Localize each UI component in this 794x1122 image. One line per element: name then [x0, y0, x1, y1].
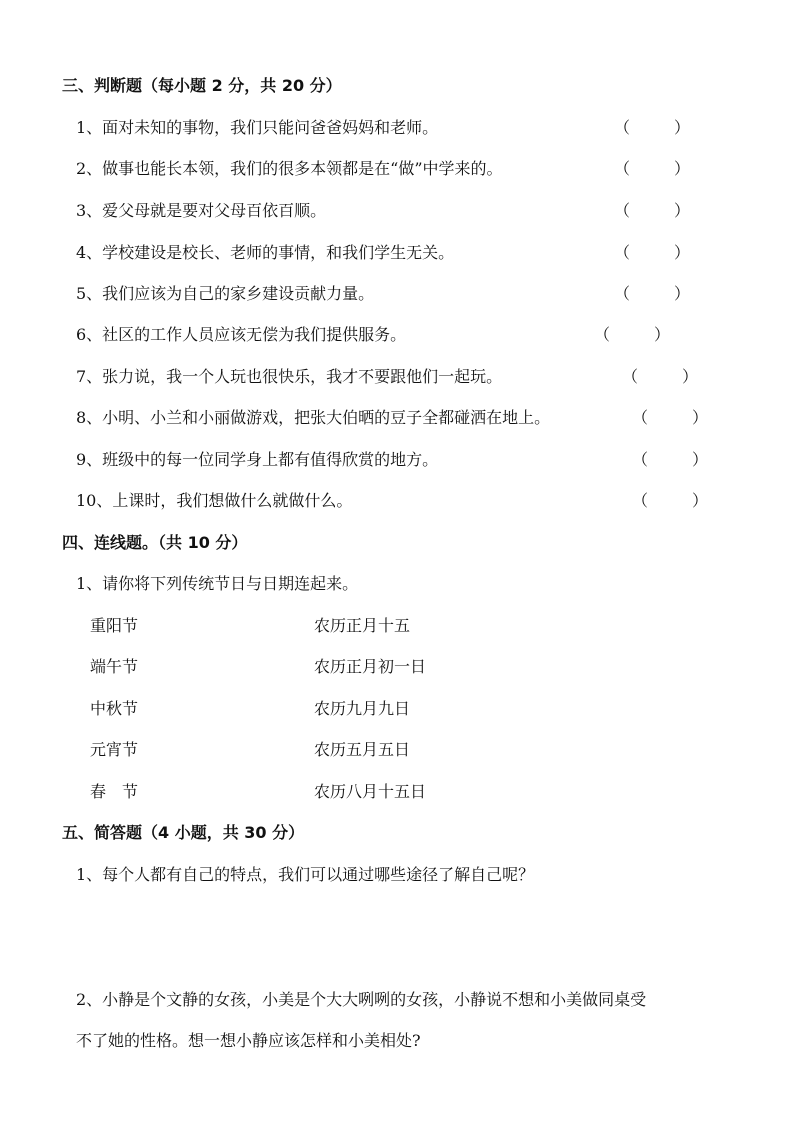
judgment-item-6: 6、社区的工作人员应该无偿为我们提供服务。	[76, 325, 407, 344]
answer-blank-3[interactable]: （ ）	[614, 201, 691, 220]
festival-1[interactable]: 重阳节	[90, 616, 139, 635]
answer-blank-5[interactable]: （ ）	[614, 284, 691, 303]
judgment-item-7: 7、张力说，我一个人玩也很快乐，我才不要跟他们一起玩。	[76, 367, 503, 386]
festival-5[interactable]: 春 节	[90, 782, 139, 801]
date-5[interactable]: 农历八月十五日	[314, 782, 427, 801]
answer-blank-10[interactable]: （ ）	[632, 491, 709, 510]
judgment-item-4: 4、学校建设是校长、老师的事情，和我们学生无关。	[76, 243, 455, 262]
judgment-item-3: 3、爱父母就是要对父母百依百顺。	[76, 201, 327, 220]
date-4[interactable]: 农历五月五日	[314, 740, 411, 759]
judgment-item-5: 5、我们应该为自己的家乡建设贡献力量。	[76, 284, 375, 303]
answer-blank-4[interactable]: （ ）	[614, 243, 691, 262]
date-3[interactable]: 农历九月九日	[314, 699, 411, 718]
answer-blank-2[interactable]: （ ）	[614, 159, 691, 178]
judgment-item-9: 9、班级中的每一位同学身上都有值得欣赏的地方。	[76, 450, 439, 469]
date-1[interactable]: 农历正月十五	[314, 616, 411, 635]
festival-2[interactable]: 端午节	[90, 657, 139, 676]
short-answer-question-2-line1: 2、小静是个文静的女孩，小美是个大大咧咧的女孩，小静说不想和小美做同桌受	[76, 990, 647, 1009]
answer-blank-7[interactable]: （ ）	[622, 367, 699, 386]
short-answer-question-1: 1、每个人都有自己的特点，我们可以通过哪些途径了解自己呢？	[76, 865, 535, 884]
section4-title: 四、连线题。（共 10 分）	[62, 533, 248, 552]
answer-blank-6[interactable]: （ ）	[594, 325, 671, 344]
judgment-item-8: 8、小明、小兰和小丽做游戏，把张大伯晒的豆子全都碰洒在地上。	[76, 408, 551, 427]
festival-4[interactable]: 元宵节	[90, 740, 139, 759]
matching-question: 1、请你将下列传统节日与日期连起来。	[76, 574, 359, 593]
judgment-item-2: 2、做事也能长本领，我们的很多本领都是在“做”中学来的。	[76, 159, 503, 178]
short-answer-question-2-line2: 不了她的性格。想一想小静应该怎样和小美相处?	[76, 1031, 421, 1050]
answer-blank-9[interactable]: （ ）	[632, 450, 709, 469]
section5-title: 五、简答题（4 小题，共 30 分）	[62, 823, 305, 842]
judgment-item-1: 1、面对未知的事物，我们只能问爸爸妈妈和老师。	[76, 118, 439, 137]
date-2[interactable]: 农历正月初一日	[314, 657, 427, 676]
answer-blank-1[interactable]: （ ）	[614, 118, 691, 137]
section3-title: 三、判断题（每小题 2 分，共 20 分）	[62, 76, 342, 95]
festival-3[interactable]: 中秋节	[90, 699, 139, 718]
answer-blank-8[interactable]: （ ）	[632, 408, 709, 427]
judgment-item-10: 10、上课时，我们想做什么就做什么。	[76, 491, 353, 510]
